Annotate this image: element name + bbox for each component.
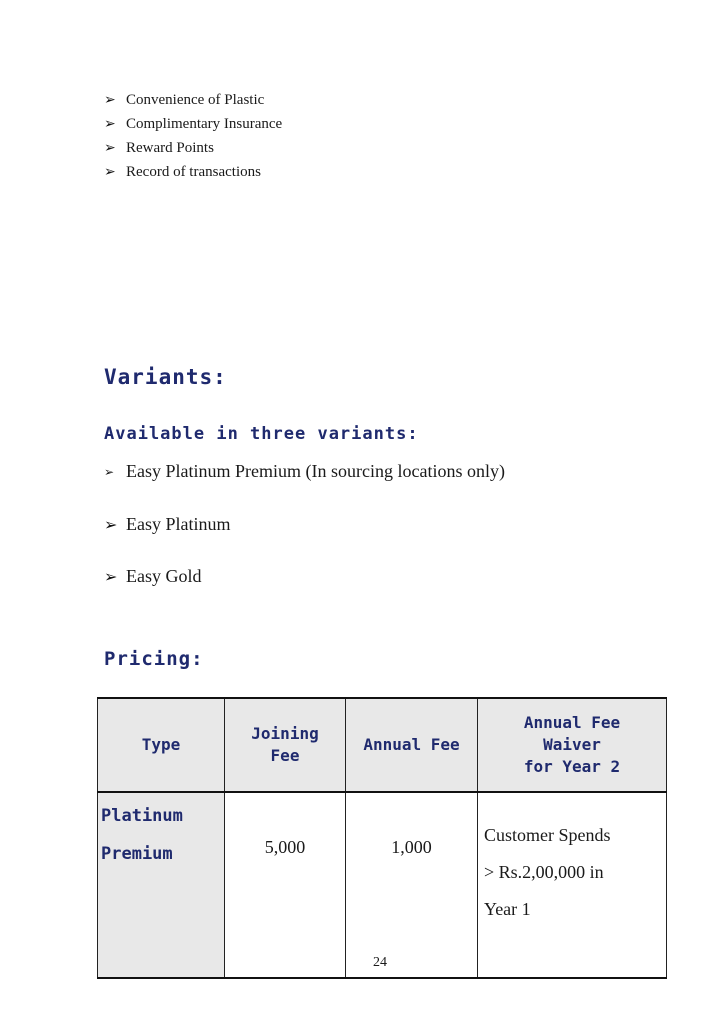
header-joining-line: Joining [251, 724, 319, 743]
header-annual-fee [346, 698, 478, 792]
header-waiver-line: Waiver [543, 735, 601, 754]
available-variants-heading: Available in three variants: [104, 424, 419, 444]
list-item [104, 88, 282, 112]
header-waiver [478, 698, 667, 792]
header-waiver-line: for Year 2 [523, 757, 621, 776]
type-line: Premium [101, 844, 173, 864]
arrow-bullet-icon: ➢ [104, 567, 118, 586]
benefit-text: Reward Points [126, 140, 214, 156]
waiver-line: Customer Spends [484, 825, 611, 845]
list-item [104, 160, 282, 184]
page-number: 24 [373, 955, 387, 970]
annual-fee-cell [346, 792, 478, 978]
header-type [98, 698, 225, 792]
arrow-bullet-icon: ➢ [104, 515, 118, 534]
benefit-text: Convenience of Plastic [126, 92, 265, 108]
arrow-bullet-icon: ➢ [104, 140, 116, 156]
arrow-bullet-icon: ➢ [104, 464, 115, 479]
table-row [98, 792, 667, 978]
list-item [104, 112, 282, 136]
variant-text: Easy Platinum Premium (In sourcing locations only) [126, 461, 505, 481]
type-line: Platinum [101, 806, 183, 826]
joining-fee-value: 5,000 [264, 837, 306, 857]
table-header-row [98, 698, 667, 792]
variant-text: Easy Gold [126, 566, 202, 586]
variant-item [104, 461, 505, 482]
arrow-bullet-icon: ➢ [104, 116, 116, 132]
joining-fee-cell [225, 792, 346, 978]
header-type-label: Type [141, 735, 181, 754]
pricing-heading: Pricing: [104, 648, 204, 670]
annual-fee-value: 1,000 [391, 837, 432, 857]
benefit-text: Record of transactions [126, 164, 261, 180]
arrow-bullet-icon: ➢ [104, 164, 116, 180]
header-annual-label: Annual Fee [363, 735, 460, 754]
variant-text: Easy Platinum [126, 514, 231, 534]
header-joining-line: Fee [270, 746, 300, 765]
list-item [104, 136, 282, 160]
benefits-list [104, 88, 282, 184]
arrow-bullet-icon: ➢ [104, 92, 116, 108]
variant-item [104, 566, 202, 587]
type-cell [98, 792, 225, 978]
pricing-table [97, 697, 667, 979]
variants-heading: Variants: [104, 365, 227, 389]
header-joining-fee [225, 698, 346, 792]
waiver-line: Year 1 [484, 899, 531, 919]
waiver-line: > Rs.2,00,000 in [484, 862, 604, 882]
waiver-cell [478, 792, 667, 978]
benefit-text: Complimentary Insurance [126, 116, 283, 132]
variant-item [104, 514, 231, 535]
header-waiver-line: Annual Fee [523, 713, 621, 732]
